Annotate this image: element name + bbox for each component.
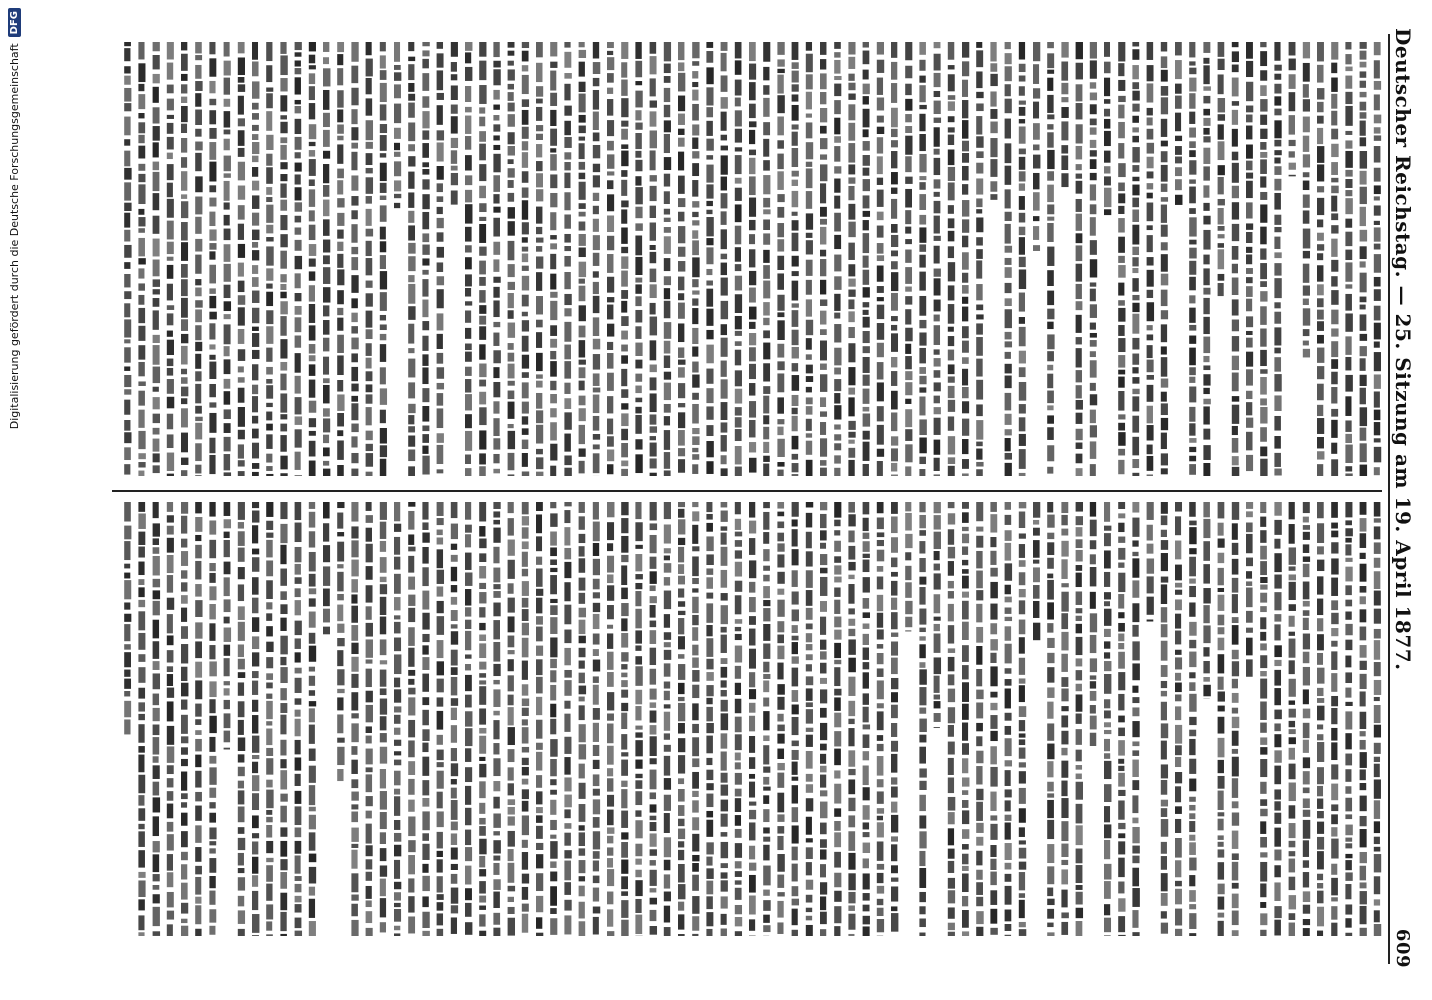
text-line bbox=[1061, 42, 1068, 187]
text-line bbox=[536, 42, 543, 476]
text-line bbox=[891, 42, 898, 476]
text-line bbox=[1090, 502, 1097, 746]
text-line bbox=[153, 502, 160, 936]
text-line bbox=[394, 502, 401, 936]
text-line bbox=[848, 502, 855, 936]
text-line bbox=[380, 502, 387, 932]
text-line bbox=[238, 502, 245, 936]
text-line bbox=[706, 502, 713, 936]
text-line bbox=[1061, 502, 1068, 935]
text-line bbox=[564, 42, 571, 476]
text-line bbox=[337, 502, 344, 781]
text-line bbox=[1047, 42, 1054, 474]
text-line bbox=[664, 502, 671, 936]
text-line bbox=[351, 502, 358, 936]
text-line bbox=[962, 502, 969, 936]
running-header-title: Deutscher Reichstag. — 25. Sitzung am 19. April 1877. bbox=[1391, 28, 1415, 671]
text-line bbox=[337, 42, 344, 476]
text-line bbox=[1104, 502, 1111, 936]
text-line bbox=[1132, 502, 1139, 936]
text-line bbox=[479, 502, 486, 936]
text-line bbox=[1019, 42, 1026, 476]
text-line bbox=[820, 502, 827, 936]
text-line bbox=[877, 502, 884, 936]
text-line bbox=[1076, 502, 1083, 936]
text-line bbox=[1076, 42, 1083, 476]
text-line bbox=[1360, 42, 1367, 476]
text-line bbox=[1161, 502, 1168, 934]
text-line bbox=[1175, 502, 1182, 936]
text-line bbox=[948, 502, 955, 936]
text-line bbox=[834, 502, 841, 936]
text-line bbox=[1345, 42, 1352, 476]
text-line bbox=[848, 42, 855, 476]
text-line bbox=[1203, 42, 1210, 476]
text-line bbox=[1118, 502, 1125, 936]
text-line bbox=[1303, 42, 1310, 357]
text-line bbox=[1047, 502, 1054, 936]
header-rule bbox=[1388, 34, 1390, 964]
text-line bbox=[607, 502, 614, 936]
text-line bbox=[451, 42, 458, 205]
text-line bbox=[777, 42, 784, 476]
text-line bbox=[266, 502, 273, 936]
text-line bbox=[1274, 502, 1281, 935]
dfg-logo: DFG bbox=[8, 8, 21, 37]
text-line bbox=[351, 42, 358, 476]
text-line bbox=[1360, 502, 1367, 936]
text-line bbox=[224, 502, 231, 749]
text-line bbox=[252, 502, 259, 936]
text-line bbox=[1303, 502, 1310, 936]
text-line bbox=[1005, 42, 1012, 476]
text-line bbox=[976, 502, 983, 936]
text-line bbox=[1218, 42, 1225, 296]
text-line bbox=[522, 42, 529, 476]
text-line bbox=[806, 42, 813, 476]
text-line bbox=[919, 42, 926, 476]
text-line bbox=[806, 502, 813, 936]
text-line bbox=[1331, 502, 1338, 936]
text-line bbox=[309, 502, 316, 936]
text-line bbox=[678, 42, 685, 473]
text-line bbox=[721, 502, 728, 936]
text-line bbox=[990, 502, 997, 935]
text-line bbox=[706, 42, 713, 474]
text-line bbox=[295, 502, 302, 936]
text-line bbox=[508, 502, 515, 936]
text-line bbox=[721, 42, 728, 476]
text-line bbox=[763, 42, 770, 476]
text-line bbox=[153, 42, 160, 473]
text-line bbox=[181, 502, 188, 936]
text-line bbox=[366, 502, 373, 936]
text-line bbox=[1161, 42, 1168, 474]
text-line bbox=[593, 502, 600, 934]
text-line bbox=[437, 502, 444, 936]
text-line bbox=[621, 502, 628, 936]
text-line bbox=[792, 42, 799, 476]
text-line bbox=[195, 42, 202, 476]
text-line bbox=[1317, 42, 1324, 476]
text-line bbox=[167, 42, 174, 476]
text-line bbox=[1374, 42, 1381, 475]
text-line bbox=[934, 42, 941, 476]
text-line bbox=[1289, 502, 1296, 936]
text-line bbox=[678, 502, 685, 936]
text-line bbox=[550, 42, 557, 476]
text-line bbox=[366, 42, 373, 476]
text-line bbox=[238, 42, 245, 476]
text-line bbox=[650, 502, 657, 935]
text-line bbox=[195, 502, 202, 936]
text-line bbox=[579, 502, 586, 936]
text-column-upper bbox=[118, 40, 1383, 480]
text-line bbox=[820, 42, 827, 476]
text-line bbox=[1331, 42, 1338, 476]
text-line bbox=[877, 42, 884, 476]
text-line bbox=[1260, 42, 1267, 476]
text-line bbox=[1033, 502, 1040, 640]
text-line bbox=[905, 42, 912, 476]
running-header bbox=[1388, 28, 1418, 968]
text-line bbox=[1246, 502, 1253, 677]
text-line bbox=[280, 502, 287, 936]
text-line bbox=[948, 42, 955, 476]
text-line bbox=[919, 502, 926, 936]
text-line bbox=[1090, 42, 1097, 476]
text-line bbox=[735, 502, 742, 936]
text-line bbox=[564, 502, 571, 934]
text-line bbox=[692, 502, 699, 936]
text-line bbox=[650, 42, 657, 476]
text-line bbox=[138, 42, 145, 476]
text-line bbox=[1147, 502, 1154, 622]
text-line bbox=[124, 42, 131, 475]
text-line bbox=[607, 42, 614, 474]
text-line bbox=[408, 502, 415, 933]
text-line bbox=[621, 42, 628, 476]
text-line bbox=[1104, 42, 1111, 215]
text-line bbox=[209, 42, 216, 474]
text-line bbox=[1232, 42, 1239, 476]
text-line bbox=[863, 502, 870, 936]
text-line bbox=[692, 42, 699, 474]
text-line bbox=[834, 42, 841, 476]
text-line bbox=[1118, 42, 1125, 474]
text-line bbox=[905, 502, 912, 632]
text-line bbox=[749, 42, 756, 473]
text-line bbox=[451, 502, 458, 934]
text-line bbox=[1175, 42, 1182, 205]
text-line bbox=[138, 502, 145, 936]
text-line bbox=[1203, 502, 1210, 699]
text-line bbox=[295, 42, 302, 476]
text-line bbox=[493, 502, 500, 936]
text-line bbox=[1260, 502, 1267, 936]
text-line bbox=[266, 42, 273, 476]
text-line bbox=[1005, 502, 1012, 936]
text-line bbox=[777, 502, 784, 934]
text-line bbox=[167, 502, 174, 936]
text-line bbox=[181, 42, 188, 476]
text-line bbox=[1246, 42, 1253, 471]
text-line bbox=[380, 42, 387, 476]
text-line bbox=[252, 42, 259, 476]
text-line bbox=[664, 42, 671, 476]
text-line bbox=[422, 502, 429, 936]
text-line bbox=[323, 42, 330, 476]
text-line bbox=[934, 502, 941, 728]
text-line bbox=[550, 502, 557, 935]
text-line bbox=[1147, 42, 1154, 476]
text-line bbox=[1232, 502, 1239, 936]
text-line bbox=[394, 42, 401, 208]
text-lines-texture bbox=[118, 40, 1383, 480]
page-number: 609 bbox=[1392, 928, 1414, 968]
text-line bbox=[976, 42, 983, 476]
digitization-credit bbox=[2, 0, 26, 1000]
text-line bbox=[1189, 502, 1196, 936]
text-line bbox=[1033, 42, 1040, 251]
text-line bbox=[209, 502, 216, 935]
text-line bbox=[1289, 42, 1296, 176]
credit-text: Digitalisierung gefördert durch die Deutsche Forschungsgemeinschaft bbox=[7, 43, 21, 430]
text-line bbox=[1019, 502, 1026, 936]
text-line bbox=[1218, 502, 1225, 936]
text-line bbox=[309, 42, 316, 476]
text-line bbox=[635, 502, 642, 936]
text-line bbox=[579, 42, 586, 473]
text-line bbox=[280, 42, 287, 476]
text-line bbox=[891, 502, 898, 932]
text-line bbox=[763, 502, 770, 936]
text-line bbox=[323, 502, 330, 634]
text-line bbox=[990, 42, 997, 200]
text-line bbox=[863, 42, 870, 476]
text-line bbox=[522, 502, 529, 933]
text-line bbox=[422, 42, 429, 475]
text-column-lower bbox=[118, 500, 1383, 940]
text-line bbox=[635, 42, 642, 473]
text-lines-texture bbox=[118, 500, 1383, 940]
column-divider-rule bbox=[112, 490, 1382, 492]
text-line bbox=[479, 42, 486, 476]
text-line bbox=[1317, 502, 1324, 936]
text-line bbox=[408, 42, 415, 476]
text-line bbox=[465, 42, 472, 476]
text-line bbox=[1345, 502, 1352, 936]
text-line bbox=[735, 42, 742, 476]
text-line bbox=[749, 502, 756, 936]
text-line bbox=[792, 502, 799, 936]
text-line bbox=[224, 42, 231, 476]
text-line bbox=[1132, 42, 1139, 476]
text-line bbox=[124, 502, 131, 734]
text-line bbox=[437, 42, 444, 473]
text-line bbox=[962, 42, 969, 476]
text-line bbox=[508, 42, 515, 476]
text-line bbox=[1189, 42, 1196, 475]
text-line bbox=[593, 42, 600, 476]
text-line bbox=[536, 502, 543, 936]
text-line bbox=[493, 42, 500, 473]
text-line bbox=[465, 502, 472, 935]
text-line bbox=[1374, 502, 1381, 936]
text-line bbox=[1274, 42, 1281, 476]
